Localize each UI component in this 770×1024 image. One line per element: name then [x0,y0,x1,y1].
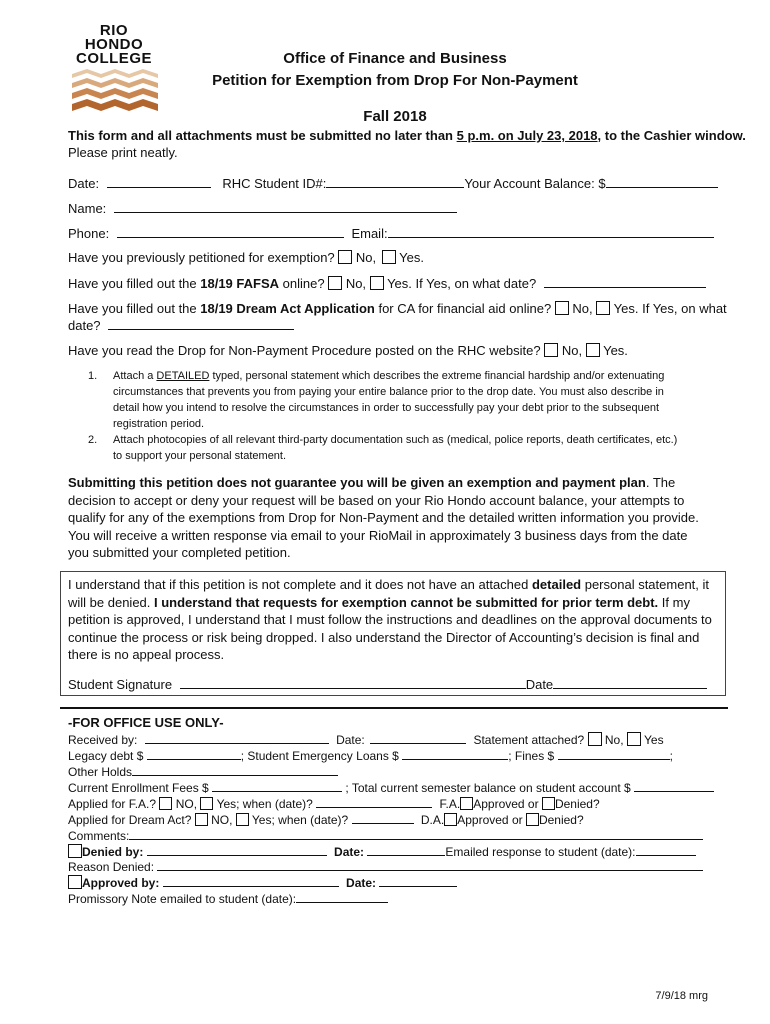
agreement-p2: personal statement, it will be denied. [68,577,710,610]
q3-no-checkbox[interactable] [555,301,569,315]
fa-approved-checkbox[interactable] [460,797,473,810]
reason-denied-field[interactable] [157,858,703,871]
instruction-1-line2: circumstances that prevents you from paying your entire balance prior to the drop date. You must also describe in [113,386,664,398]
denied-checkbox[interactable] [68,844,82,858]
q3-dream-act: 18/19 Dream Act Application [200,301,375,316]
promissory-field[interactable] [296,890,388,903]
da-approved-checkbox[interactable] [444,813,457,826]
q2-pre: Have you filled out the [68,276,201,291]
office-row-applied-fa [68,795,600,812]
signature-date-field[interactable] [553,676,707,689]
fa-label: F.A. [439,797,461,811]
instruction-1-line4: registration period. [113,418,205,430]
phone-field[interactable] [117,225,344,238]
print-neatly-note: Please print neatly. [68,145,178,160]
denied-date-label: Date: [334,845,365,859]
q3-date-label: date? [68,318,101,333]
logo-text-rio: RIO [99,22,129,39]
question-previous-petition [68,250,424,266]
email-field[interactable] [388,225,714,238]
approved-by-label: Approved by: [82,876,160,890]
notice-rest: . The decision to accept or deny your request will be based on your Rio Hondo account balance, your attempts to qualify for any of the exemptions from Drop for Non-Payment and the detailed written information you provide. You will receive a written response via email to your RioMail in approximately 3 business days from the date you submitted your completed petition. [68,475,699,560]
q4-no-label: No, [561,343,583,358]
total-balance-field[interactable] [634,779,714,792]
enrollment-fees-field[interactable] [212,779,342,792]
q2-fafsa: 18/19 FAFSA [200,276,280,291]
office-row-fees [68,779,714,796]
instruction-list [88,368,728,464]
office-row-legacy [68,747,673,764]
da-label: D.A. [420,813,445,827]
q3-no-label: No, [572,301,593,316]
statement-no-label: No, [604,733,624,747]
legacy-debt-field[interactable] [147,747,241,760]
office-row-applied-dream [68,811,584,828]
applied-dream-yes-checkbox[interactable] [236,813,249,826]
received-by-field[interactable] [145,731,329,744]
instruction-2-number: 2. [88,434,98,446]
deadline-suffix: , to the Cashier window. [597,128,746,143]
balance-label: Your Account Balance: $ [464,176,606,191]
agreement-prior-debt: I understand that requests for exemption cannot be submitted for prior term debt. [154,594,659,610]
statement-no-checkbox[interactable] [588,732,602,746]
fines-label: ; Fines $ [508,749,555,763]
q2-post: online? [279,276,325,291]
approved-date-label: Date: [346,876,377,890]
da-denied-checkbox[interactable] [526,813,539,826]
legacy-debt-label: Legacy debt $ [68,749,144,763]
office-heading: -FOR OFFICE USE ONLY- [68,715,224,730]
instruction-2 [88,432,728,464]
da-approved-label: Approved or [457,813,523,827]
submission-deadline [68,128,746,144]
applied-fa-yes-checkbox[interactable] [200,797,213,810]
signature-row [68,676,707,693]
emailed-response-label: Emailed response to student (date): [445,845,636,859]
notice-bold: Submitting this petition does not guarantee you will be given an exemption and payment plan [68,475,646,490]
q1-yes-checkbox[interactable] [382,250,396,264]
q1-no-label: No, [355,250,377,265]
statement-attached-label: Statement attached? [473,733,585,747]
emailed-response-field[interactable] [636,843,696,856]
deadline-date: 5 p.m. on July 23, 2018 [456,128,598,143]
college-logo [66,24,162,114]
q3-pre: Have you filled out the [68,301,201,316]
da-denied-label: Denied? [538,813,584,827]
question-dream-act [68,301,727,317]
office-title: Office of Finance and Business [283,50,507,67]
date-field[interactable] [107,175,211,188]
denied-date-field[interactable] [367,843,445,856]
deadline-prefix: This form and all attachments must be submitted no later than [68,128,457,143]
promissory-label: Promissory Note emailed to student (date): [68,892,297,906]
instruction-1-line3: detail how you intend to resolve the circumstances in order to successfully pay your debt prior to the subsequent [113,402,660,414]
q1-no-checkbox[interactable] [338,250,352,264]
q4-text: Have you read the Drop for Non-Payment Procedure posted on the RHC website? [68,343,541,358]
agreement-p1: I understand that if this petition is not complete and it does not have an attached [68,577,532,592]
applied-dream-yes-label: Yes; when (date)? [251,813,349,827]
agreement-detailed: detailed [531,577,582,592]
comments-field[interactable] [129,827,703,840]
comments-label: Comments: [68,829,130,843]
q4-yes-checkbox[interactable] [586,343,600,357]
applied-fa-date-field[interactable] [316,795,432,808]
office-row-other-holds [68,763,338,780]
office-row-comments [68,827,703,844]
agreement-text [68,576,724,664]
reason-denied-label: Reason Denied: [68,860,155,874]
row-phone-email [68,225,714,242]
email-label: Email: [351,226,388,241]
office-row-reason [68,858,703,875]
signature-date-label: Date [525,677,554,692]
signature-label: Student Signature [68,677,173,692]
statement-yes-label: Yes [644,733,664,747]
office-row-promissory [68,890,388,907]
statement-yes-checkbox[interactable] [627,732,641,746]
approved-by-field[interactable] [163,874,339,887]
office-separator [60,707,728,709]
fines-field[interactable] [558,747,670,760]
instruction-1 [88,368,728,432]
question-procedure [68,343,628,359]
applied-fa-yes-label: Yes; when (date)? [216,797,313,811]
enrollment-fees-label: Current Enrollment Fees $ [68,781,209,795]
phone-label: Phone: [68,226,110,241]
fa-approved-label: Approved or [473,797,539,811]
applied-fa-label: Applied for F.A.? [68,797,157,811]
emergency-loans-field[interactable] [402,747,508,760]
instruction-2-line2: to support your personal statement. [113,450,287,462]
form-title: Petition for Exemption from Drop For Non-Payment [212,72,578,89]
q1-yes-label: Yes. [399,250,424,265]
instruction-1-number: 1. [88,370,98,382]
applied-fa-no-checkbox[interactable] [159,797,172,810]
applied-dream-no-label: NO, [211,813,233,827]
question-dream-act-date [68,317,294,334]
balance-field[interactable] [606,175,718,188]
logo-text-college: COLLEGE [75,50,152,67]
signature-field[interactable] [180,676,526,689]
approved-checkbox[interactable] [68,875,82,889]
q4-no-checkbox[interactable] [544,343,558,357]
q4-yes-label: Yes. [603,343,628,358]
notice-paragraph [68,474,708,562]
emergency-loans-label: ; Student Emergency Loans $ [240,749,399,763]
q2-no-checkbox[interactable] [328,276,342,290]
applied-dream-date-field[interactable] [352,811,414,824]
received-date-field[interactable] [370,731,466,744]
q2-date-field[interactable] [544,275,706,288]
q3-post: for CA for financial aid online? [374,301,552,316]
question-fafsa [68,275,706,292]
row-name [68,200,457,217]
other-holds-field[interactable] [132,763,338,776]
office-row-approved [68,874,457,891]
q1-text: Have you previously petitioned for exemption? [68,250,335,265]
instruction-2-line1: Attach photocopies of all relevant third-party documentation such as (medical, police reports, death certificates, etc.) [113,434,678,446]
q2-yes-checkbox[interactable] [370,276,384,290]
fa-denied-label: Denied? [554,797,600,811]
instruction-1-detailed: DETAILED [156,370,210,382]
q3-yes-label: Yes. If Yes, on what [613,301,727,316]
instruction-1-pre: Attach a [113,370,157,382]
q2-yes-label: Yes. If Yes, on what date? [387,276,537,291]
denied-by-field[interactable] [147,843,327,856]
fines-semicolon: ; [669,749,673,763]
denied-by-label: Denied by: [82,845,144,859]
q3-date-field[interactable] [108,317,294,330]
instruction-1-line1: typed, personal statement which describes the extreme financial hardship and/or extenuating [209,370,665,382]
applied-dream-label: Applied for Dream Act? [68,813,192,827]
revision-note: 7/9/18 mrg [655,990,708,1002]
logo-text-hondo: HONDO [84,36,144,53]
received-date-label: Date: [336,733,365,747]
student-id-field[interactable] [326,175,464,188]
q2-no-label: No, [345,276,367,291]
office-row-received [68,731,664,748]
approved-date-field[interactable] [379,874,457,887]
agreement-p3: If my petition is approved, I understand that I must follow the instructions and deadlines on the approval documents to continue the process or risk being dropped. I also understand the Director of Accounting’s decision is final and there is no appeal process. [68,594,712,662]
other-holds-label: Other Holds [68,765,133,779]
name-field[interactable] [114,200,457,213]
name-label: Name: [68,201,107,216]
form-term: Fall 2018 [363,108,427,125]
applied-dream-no-checkbox[interactable] [195,813,208,826]
fa-denied-checkbox[interactable] [542,797,555,810]
q3-yes-checkbox[interactable] [596,301,610,315]
row-date-id-balance [68,175,718,192]
student-id-label: RHC Student ID#: [222,176,327,191]
received-by-label: Received by: [68,733,138,747]
applied-fa-no-label: NO, [175,797,198,811]
total-balance-label: ; Total current semester balance on student account $ [345,781,631,795]
date-label: Date: [68,176,100,191]
